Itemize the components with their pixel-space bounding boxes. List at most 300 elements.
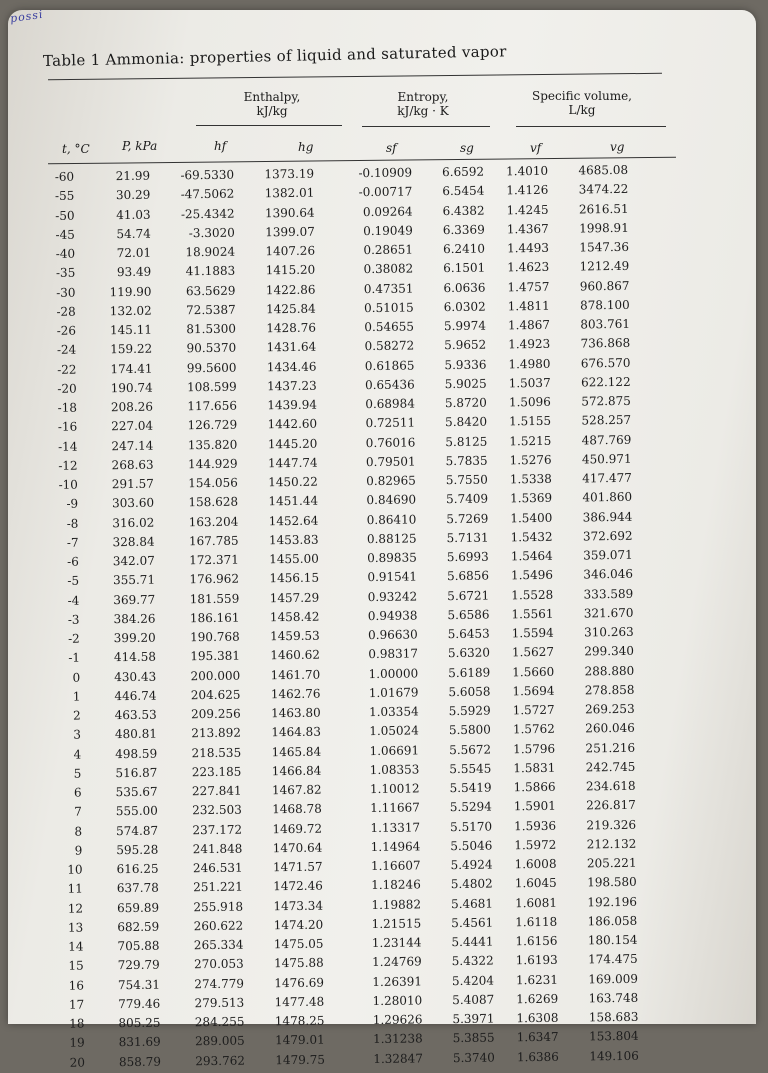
vf-cell: 1.4623 [507,260,550,275]
pressure-cell: 595.28 [116,842,159,857]
enthalpy-group-header [212,90,332,118]
hg-cell: 1415.20 [265,262,316,278]
vg-cell: 878.100 [580,297,630,313]
temp-cell: -2 [67,631,80,646]
sg-cell: 6.1501 [443,260,486,276]
temp-cell: 17 [68,997,85,1012]
sf-cell: 1.03354 [368,704,419,720]
hf-cell: 223.185 [191,764,242,779]
pressure-cell: 303.60 [112,495,155,511]
sg-cell: 5.7131 [446,530,489,545]
temp-cell: 8 [74,824,83,839]
sg-cell: 5.9336 [444,357,487,372]
hf-cell: 274.779 [194,976,245,991]
temp-cell: -40 [55,246,76,261]
vf-cell: 1.4811 [507,298,550,314]
pressure-cell: 399.20 [113,630,156,646]
vg-cell: 359.071 [583,547,633,563]
hg-cell: 1473.34 [273,898,324,913]
vf-cell: 1.6347 [516,1030,559,1045]
sf-cell: 1.08353 [369,762,420,777]
vg-cell: 4685.08 [578,162,629,178]
vg-cell: 169.009 [588,971,639,986]
pressure-cell: 574.87 [116,823,159,838]
vf-cell: 1.6045 [514,876,557,891]
col-header-sf: sf [386,141,397,155]
hf-cell: 154.056 [188,475,238,491]
sf-cell: 0.58272 [364,338,415,354]
sg-cell: 5.3740 [452,1050,495,1065]
hf-cell: 260.622 [193,918,244,933]
vg-cell: 219.326 [586,817,637,832]
table-title: Table 1 Ammonia: properties of liquid and saturated vapor [42,42,507,70]
hf-cell: 255.918 [193,899,244,914]
vg-cell: 163.748 [588,990,639,1006]
temp-cell: -18 [57,400,78,415]
sf-cell: 1.19882 [371,896,422,912]
sf-cell: 0.61865 [364,357,415,373]
vf-cell: 1.4367 [506,221,549,237]
vg-cell: 321.670 [583,605,634,621]
vg-cell: 192.196 [587,894,638,909]
hf-cell: 270.053 [194,956,244,972]
sg-cell: 5.9652 [444,337,487,353]
pressure-cell: 30.29 [115,187,151,203]
sf-cell: 0.94938 [367,608,418,623]
vg-cell: 278.858 [584,682,635,698]
volume-unit: L/kg [568,103,596,117]
temp-cell: -22 [57,362,77,377]
hf-cell: 204.625 [190,687,241,702]
hg-cell: 1460.62 [270,647,321,663]
vf-cell: 1.4923 [508,337,551,352]
sg-cell: 5.4924 [450,857,493,873]
temp-cell: 4 [73,747,82,762]
sg-cell: 5.5046 [450,838,493,853]
sg-cell: 5.8420 [445,414,488,430]
temp-cell: 20 [69,1055,86,1070]
vg-cell: 346.046 [583,567,634,582]
hg-cell: 1447.74 [267,455,318,471]
temp-cell: 1 [72,689,81,704]
entropy-rule [362,126,490,127]
sf-cell: 0.76016 [365,434,416,450]
hf-cell: 186.161 [189,610,240,626]
hf-cell: -3.3020 [188,225,235,240]
vf-cell: 1.4245 [506,202,549,217]
hf-cell: 293.762 [195,1053,245,1068]
hg-cell: 1475.05 [273,936,324,952]
temp-cell: 10 [67,862,83,877]
vg-cell: 242.745 [585,759,636,775]
entropy-label: Entropy, [397,90,449,104]
temp-cell: -35 [55,265,76,281]
sf-cell: 0.91541 [367,569,418,585]
vf-cell: 1.4980 [508,356,551,371]
vf-cell: 1.5866 [513,779,556,795]
sf-cell: 1.14964 [370,839,421,854]
vf-cell: 1.6193 [515,953,558,968]
temp-cell: -12 [58,458,78,473]
hg-cell: 1437.23 [266,378,317,394]
vf-cell: 1.5972 [514,837,557,853]
sf-cell: 1.05024 [369,723,419,739]
pressure-cell: 384.26 [113,611,156,626]
entropy-unit: kJ/kg · K [397,104,449,118]
temp-cell: 12 [67,901,84,916]
temp-cell: -55 [54,188,75,204]
sf-cell: -0.10909 [358,165,413,181]
vg-cell: 1998.91 [579,220,629,236]
hf-cell: 251.221 [193,879,243,895]
hg-cell: 1445.20 [267,436,318,451]
sf-cell: 0.65436 [364,377,415,392]
pressure-cell: 132.02 [109,303,152,318]
sg-cell: 5.4322 [451,953,494,969]
temp-cell: -60 [54,169,75,184]
hg-cell: 1466.84 [271,763,322,779]
vg-cell: 3474.22 [578,182,629,197]
sg-cell: 6.3369 [442,222,485,237]
hf-cell: -69.5330 [180,167,235,183]
temp-cell: 5 [73,766,82,781]
temp-cell: -24 [56,342,77,358]
vg-cell: 310.263 [584,624,634,640]
sg-cell: 5.6058 [448,684,491,699]
vf-cell: 1.5627 [511,645,555,660]
hg-cell: 1465.84 [271,744,322,759]
vf-cell: 1.5936 [513,818,557,833]
pressure-cell: 446.74 [114,688,157,703]
sg-cell: 5.3855 [452,1030,495,1046]
sg-cell: 5.6856 [446,568,490,584]
volume-rule [516,126,666,127]
vg-cell: 158.683 [588,1009,639,1025]
sf-cell: 0.68984 [365,396,415,412]
vg-cell: 180.154 [587,932,638,948]
hf-cell: 18.9024 [185,244,236,260]
sf-cell: 0.89835 [367,550,417,566]
sf-cell: 0.93242 [367,588,418,604]
vg-cell: 803.761 [580,316,631,332]
hf-cell: 218.535 [191,745,242,760]
hf-cell: 135.820 [187,437,238,452]
vg-cell: 450.971 [581,451,632,467]
sg-cell: 5.7835 [445,453,488,468]
hf-cell: 209.256 [190,706,241,722]
vf-cell: 1.6308 [516,1010,559,1026]
pressure-cell: 316.02 [112,515,155,530]
temp-cell: 14 [68,939,84,954]
sg-cell: 6.4382 [442,203,485,218]
col-header-sg: sg [460,141,474,155]
pressure-cell: 659.89 [116,900,160,915]
sg-cell: 5.5929 [448,703,491,719]
hg-cell: 1407.26 [265,243,316,259]
hg-cell: 1373.19 [264,166,315,182]
pressure-cell: 779.46 [118,996,161,1011]
volume-group-header [518,89,646,117]
temp-cell: -50 [55,208,75,223]
hg-cell: 1399.07 [265,224,315,240]
vf-cell: 1.5155 [509,414,552,429]
temp-cell: -16 [57,419,78,435]
sf-cell: 0.96630 [368,627,418,643]
hf-cell: 265.334 [193,937,244,953]
vg-cell: 288.880 [584,663,635,678]
volume-label: Specific volume, [532,89,632,103]
hg-cell: 1477.48 [274,994,325,1009]
temp-cell: 19 [69,1035,85,1051]
temp-cell: -3 [67,612,80,627]
vf-cell: 1.5400 [510,510,553,525]
col-header-vf: vf [530,141,542,155]
temp-cell: -14 [57,439,78,454]
hg-cell: 1442.60 [267,416,318,432]
sg-cell: 5.8720 [444,395,487,411]
sg-cell: 5.6721 [447,588,490,603]
hg-cell: 1428.76 [266,320,317,336]
sg-cell: 5.4441 [451,934,494,950]
pressure-cell: 414.58 [113,649,157,665]
sf-cell: 1.06691 [369,742,420,758]
hf-cell: 232.503 [192,802,242,818]
vf-cell: 1.5432 [510,529,553,545]
hg-cell: 1431.64 [266,339,317,355]
vg-cell: 528.257 [581,413,632,428]
hg-cell: 1479.01 [274,1032,325,1048]
vg-cell: 212.132 [586,836,637,852]
hg-cell: 1390.64 [264,205,315,220]
hg-cell: 1450.22 [268,474,318,490]
sf-cell: 1.26391 [372,973,423,989]
enthalpy-unit: kJ/kg [256,104,288,118]
temp-cell: 0 [72,670,81,685]
hg-cell: 1457.29 [269,590,320,605]
vf-cell: 1.6156 [515,933,558,949]
sg-cell: 5.7550 [445,472,488,488]
sf-cell: 0.84690 [366,492,417,508]
pressure-cell: 858.79 [118,1054,162,1069]
vf-cell: 1.5831 [513,760,556,776]
sg-cell: 6.6592 [441,164,485,180]
sg-cell: 5.7409 [445,491,489,507]
hg-cell: 1439.94 [267,397,317,413]
sg-cell: 5.5672 [449,742,492,757]
vg-cell: 960.867 [579,278,630,293]
temp-cell: -30 [56,285,76,300]
temp-cell: 18 [69,1016,85,1031]
sf-cell: 0.28651 [363,242,414,258]
pressure-cell: 247.14 [111,438,154,453]
vg-cell: 251.216 [585,740,636,755]
hg-cell: 1425.84 [266,301,316,317]
sg-cell: 5.4681 [450,896,494,911]
hf-cell: 41.1883 [185,263,236,279]
temp-cell: -26 [56,323,77,338]
hf-cell: 237.172 [192,822,243,837]
col-header-hf: hf [214,139,227,153]
pressure-cell: 54.74 [116,226,151,241]
sf-cell: 1.10012 [369,781,420,797]
pressure-cell: 291.57 [111,476,154,492]
hg-cell: 1461.70 [270,667,321,682]
vf-cell: 1.5464 [510,548,553,564]
vf-cell: 1.5561 [511,606,554,622]
sg-cell: 5.7269 [446,511,489,526]
pressure-cell: 41.03 [116,207,151,222]
sg-cell: 5.9974 [443,318,487,334]
hg-cell: 1479.75 [275,1052,325,1067]
sg-cell: 6.0636 [443,280,486,295]
temp-cell: -9 [66,496,79,512]
vf-cell: 1.6008 [514,856,557,872]
temp-cell: 7 [74,804,82,819]
pressure-cell: 190.74 [110,380,153,395]
hf-cell: 279.513 [194,995,245,1010]
temp-cell: -8 [66,516,79,531]
hf-cell: 72.5387 [186,302,236,318]
vf-cell: 1.5037 [508,375,551,391]
vf-cell: 1.4493 [506,240,550,256]
vf-cell: 1.5727 [512,702,555,718]
hf-cell: 190.768 [190,629,240,645]
sg-cell: 5.6586 [447,607,490,622]
vf-cell: 1.5660 [512,664,555,679]
temp-cell: -1 [68,650,81,665]
vf-cell: 1.6269 [516,991,559,1007]
sg-cell: 5.5800 [448,722,491,738]
vf-cell: 1.6118 [515,914,558,930]
vg-cell: 572.875 [581,393,631,409]
hf-cell: 241.848 [192,841,243,856]
enthalpy-label: Enthalpy, [243,90,301,104]
vg-cell: 676.570 [580,355,631,370]
handwritten-note: possi [9,7,45,26]
temp-cell: -6 [67,554,79,569]
sf-cell: 1.29626 [372,1012,423,1028]
pressure-cell: 342.07 [112,553,155,569]
sg-cell: 5.4087 [452,992,495,1007]
sg-cell: 5.8125 [445,434,488,449]
vg-cell: 736.868 [580,336,631,351]
temp-cell: 16 [68,978,85,993]
pressure-cell: 729.79 [117,957,160,973]
pressure-cell: 498.59 [115,746,158,761]
pressure-cell: 463.53 [114,707,157,723]
hg-cell: 1459.53 [270,628,320,644]
pressure-cell: 516.87 [115,765,158,780]
pressure-cell: 72.01 [116,245,152,261]
vf-cell: 1.5096 [508,394,551,410]
col-header-t: t, °C [62,142,90,156]
hg-cell: 1456.15 [269,570,320,586]
pressure-cell: 227.04 [111,418,154,434]
vf-cell: 1.5528 [511,587,554,602]
vf-cell: 1.5338 [509,471,552,487]
hf-cell: 117.656 [187,398,238,414]
pressure-cell: 93.49 [116,264,152,280]
hf-cell: 200.000 [190,668,241,683]
hf-cell: -47.5062 [180,186,235,202]
hg-cell: 1453.83 [268,532,319,548]
col-header-hg: hg [298,140,314,154]
sf-cell: 0.47351 [363,280,414,296]
hg-cell: 1476.69 [274,975,325,990]
vg-cell: 149.106 [589,1048,639,1063]
temp-cell: 15 [68,958,84,974]
sg-cell: 5.5419 [449,780,492,796]
vf-cell: 1.5901 [513,799,556,814]
pressure-cell: 174.41 [110,361,153,376]
vg-cell: 198.580 [587,875,637,890]
pressure-cell: 119.90 [109,284,152,299]
vg-cell: 186.058 [587,913,638,929]
vg-cell: 269.253 [584,701,635,717]
vf-cell: 1.4757 [507,279,550,294]
vf-cell: 1.5762 [512,722,555,737]
pressure-cell: 268.63 [111,457,154,472]
hf-cell: 289.005 [194,1033,245,1049]
sf-cell: 0.86410 [366,511,417,527]
vf-cell: 1.6081 [514,895,558,910]
sf-cell: 1.16607 [370,858,421,874]
hg-cell: 1467.82 [271,782,322,798]
hg-cell: 1462.76 [270,686,321,702]
hf-cell: 81.5300 [186,321,237,337]
temp-cell: -5 [67,573,80,588]
hf-cell: 172.371 [189,552,239,568]
hg-cell: 1458.42 [269,609,320,625]
pressure-cell: 21.99 [115,168,151,184]
entropy-group-header [368,90,478,118]
pressure-cell: 754.31 [117,977,161,992]
col-header-p: P, kPa [122,139,158,153]
pressure-cell: 480.81 [114,726,158,742]
vf-cell: 1.4126 [506,183,549,198]
sf-cell: 0.98317 [368,646,419,662]
sf-cell: 0.82965 [366,473,416,489]
hf-cell: 284.255 [194,1014,245,1030]
table-body [44,161,639,1073]
vf-cell: 1.5694 [512,683,555,699]
sg-cell: 5.4561 [451,915,494,930]
col-header-vg: vg [610,140,625,154]
sg-cell: 5.6453 [447,626,490,642]
pressure-cell: 430.43 [114,669,157,684]
vg-cell: 487.769 [581,432,632,447]
hf-cell: 99.5600 [186,360,237,375]
sf-cell: 0.72511 [365,415,416,431]
pressure-cell: 328.84 [112,534,155,549]
pressure-cell: 145.11 [109,322,153,338]
sg-cell: 5.4802 [450,876,493,892]
sg-cell: 5.6189 [448,665,491,680]
sf-cell: 1.24769 [372,954,422,970]
hg-cell: 1455.00 [269,551,319,567]
hf-cell: 126.729 [187,417,238,433]
hg-cell: 1452.64 [268,513,319,528]
temp-cell: 9 [74,843,83,858]
temp-cell: -10 [58,477,78,492]
sg-cell: 6.0302 [443,299,486,314]
hf-cell: 213.892 [191,725,242,741]
vg-cell: 372.692 [582,528,633,544]
vf-cell: 1.4010 [505,163,549,179]
vf-cell: 1.5594 [511,625,554,641]
sf-cell: 1.01679 [368,685,419,700]
sf-cell: 1.21515 [371,916,422,931]
